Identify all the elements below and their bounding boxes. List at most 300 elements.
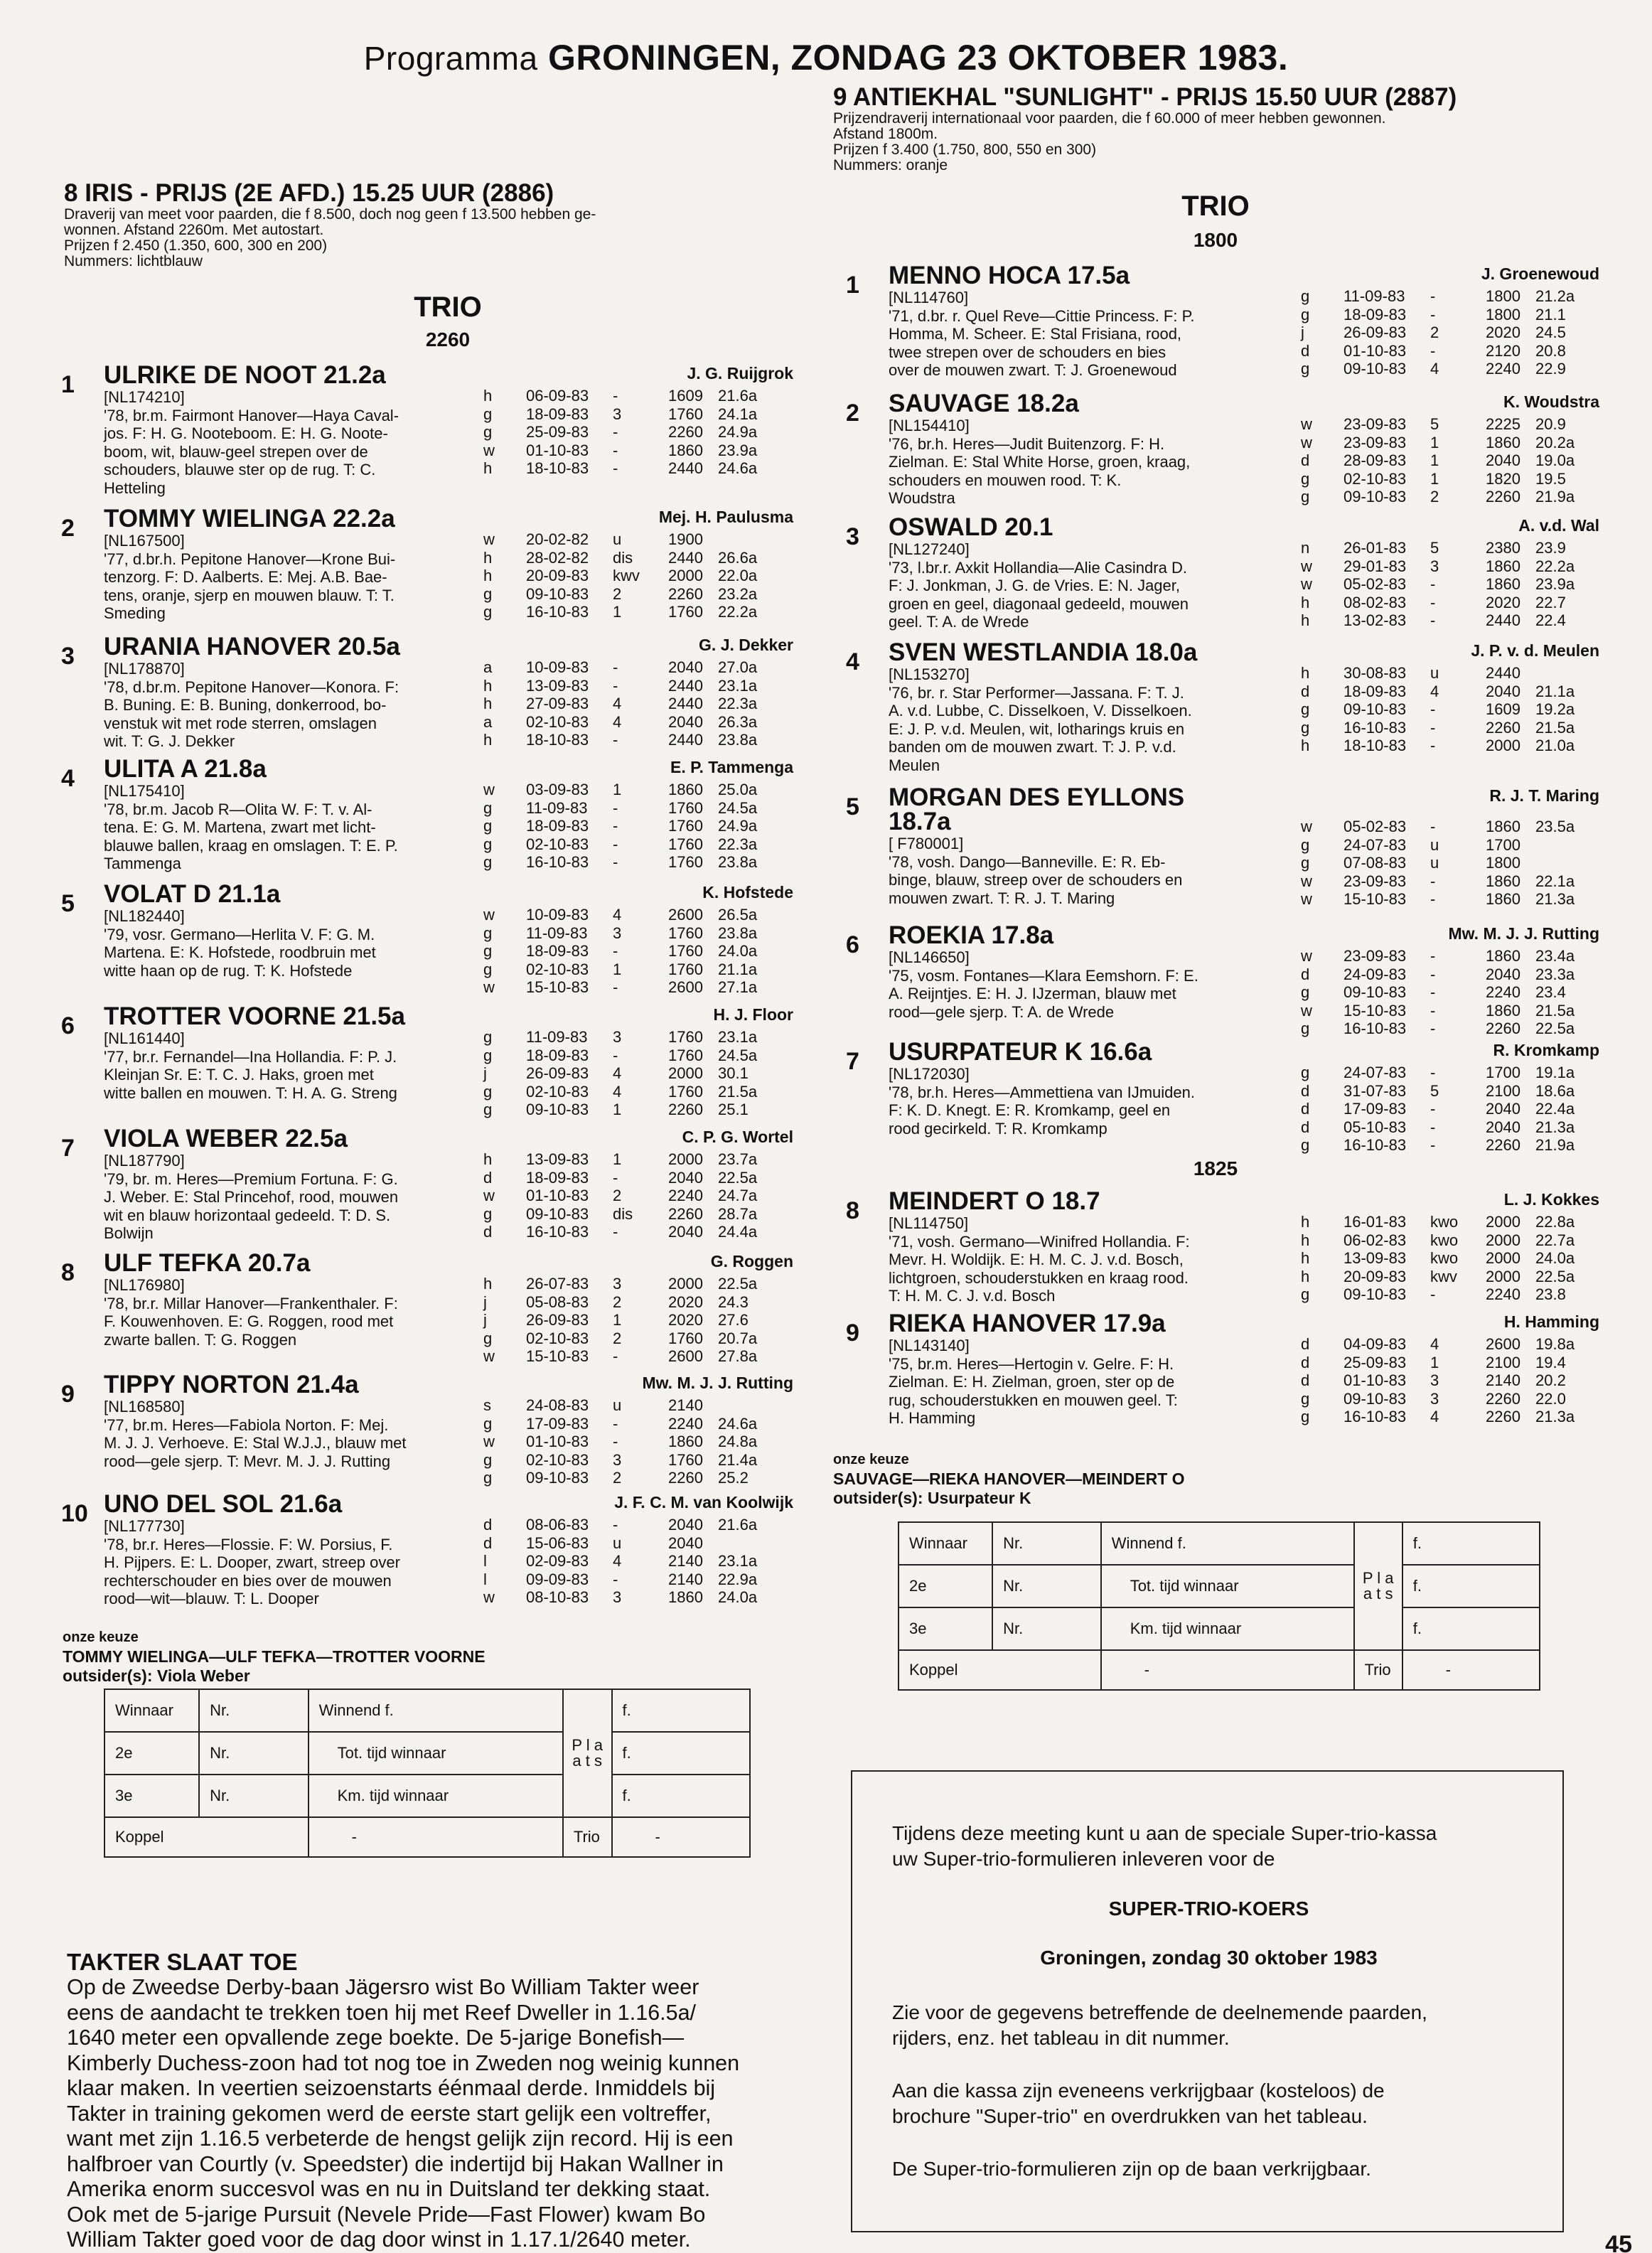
recent-runs <box>483 906 758 997</box>
horse-entry <box>846 262 1599 404</box>
run-cell: d <box>483 1223 493 1241</box>
news-body <box>67 1975 817 2253</box>
run-cell: - <box>1430 341 1436 360</box>
result-cell-tot-tijd: Tot. tijd winnaar <box>309 1732 563 1775</box>
run-cell: 11-09-83 <box>526 798 588 817</box>
run-cell: 20-02-82 <box>526 530 589 548</box>
run-cell: 26-09-83 <box>1343 323 1407 341</box>
run-cell: 01-10-83 <box>526 441 589 459</box>
run-cell: 08-10-83 <box>526 1588 589 1606</box>
result-cell-f: f. <box>1402 1607 1540 1650</box>
run-row <box>483 835 758 854</box>
description-line: boom, wit, blauw-geel strepen over de <box>104 442 368 461</box>
run-cell: 22.0 <box>1535 1389 1566 1408</box>
run-cell: 20-09-83 <box>526 567 589 584</box>
horse-description <box>889 417 1190 508</box>
run-cell: 1760 <box>668 405 703 423</box>
run-cell: - <box>613 423 618 441</box>
run-cell: - <box>1430 718 1436 737</box>
run-cell: 27-09-83 <box>526 695 589 712</box>
description-line: Woudstra <box>889 489 955 507</box>
run-cell: 21.1 <box>1535 305 1566 323</box>
run-cell: 19.4 <box>1535 1353 1566 1371</box>
description-line: A. Reijntjes. E: H. J. IJzerman, blauw met <box>889 985 1176 1002</box>
recent-runs <box>483 1275 758 1366</box>
entry-number: 4 <box>61 765 75 792</box>
trainer-name: A. v.d. Wal <box>1518 516 1599 535</box>
run-cell: 23-09-83 <box>1343 947 1407 965</box>
run-cell: w <box>483 906 495 924</box>
run-cell: 17-09-83 <box>1343 1100 1407 1118</box>
run-cell: 13-02-83 <box>1343 611 1407 629</box>
run-cell: 1760 <box>668 853 703 871</box>
run-cell: 2440 <box>668 548 703 567</box>
run-cell: 08-06-83 <box>526 1516 589 1534</box>
run-cell: 17-09-83 <box>526 1414 589 1433</box>
description-line: jos. F: H. G. Nooteboom. E: H. G. Noote- <box>104 424 388 442</box>
result-cell-winnaar: Winnaar <box>899 1522 992 1565</box>
description-line: [NL161440] <box>104 1029 185 1047</box>
run-cell: d <box>1301 1118 1310 1136</box>
run-cell: 1820 <box>1486 469 1520 488</box>
run-cell: - <box>1430 1118 1436 1136</box>
entry-number: 3 <box>846 523 859 550</box>
description-line: Martena. E: K. Hofstede, roodbruin met <box>104 943 376 961</box>
run-cell: g <box>483 798 493 817</box>
run-row <box>1301 1136 1575 1155</box>
run-cell: w <box>1301 415 1312 433</box>
run-row <box>483 1552 758 1570</box>
run-cell: 22.1a <box>1535 872 1575 890</box>
run-cell: 23.7a <box>718 1150 758 1168</box>
result-cell-dash: - <box>1402 1650 1540 1690</box>
run-cell: g <box>483 584 493 603</box>
run-cell: 02-10-83 <box>526 1450 589 1469</box>
page-title <box>0 37 1652 78</box>
description-line: [ F780001] <box>889 835 964 852</box>
run-cell: u <box>1430 664 1439 682</box>
result-cell-f: f. <box>612 1775 751 1817</box>
run-cell: 24.9a <box>718 817 758 835</box>
horse-description <box>104 660 399 751</box>
notice-line2: uw Super-trio-formulieren inleveren voor de <box>892 1848 1275 1870</box>
news-heading: TAKTER SLAAT TOE <box>67 1949 298 1975</box>
recent-runs <box>1301 664 1575 755</box>
run-cell: 23-09-83 <box>1343 872 1407 890</box>
horse-description <box>104 1029 397 1102</box>
run-cell: 1 <box>1430 469 1439 488</box>
run-cell: 24-07-83 <box>1343 835 1407 854</box>
run-row <box>483 1204 758 1224</box>
horse-name: MENNO HOCA 17.5a <box>889 262 1130 289</box>
run-cell: w <box>1301 872 1312 890</box>
run-cell: 2260 <box>1486 488 1520 505</box>
run-cell: 15-10-83 <box>526 978 589 996</box>
result-cell-winnaar: Winnaar <box>104 1689 199 1732</box>
run-cell: w <box>483 1433 495 1450</box>
run-cell: 22.7a <box>1535 1231 1575 1249</box>
trainer-name: G. J. Dekker <box>699 636 793 654</box>
run-row <box>483 676 758 695</box>
news-line: Op de Zweedse Derby-baan Jägersro wist Bo William Takter weer <box>67 1975 699 1999</box>
run-cell: 2040 <box>1486 682 1520 700</box>
run-cell: 29-01-83 <box>1343 557 1407 575</box>
run-cell: 23.1a <box>718 1552 758 1570</box>
run-cell: 23.9 <box>1535 539 1566 557</box>
description-line: schouders en mouwen rood. T: K. <box>889 471 1122 489</box>
run-cell: 28-09-83 <box>1343 451 1407 469</box>
entry-number: 6 <box>846 931 859 958</box>
run-cell: h <box>1301 664 1310 682</box>
run-cell: 2 <box>613 1329 622 1347</box>
description-line: wit. T: G. J. Dekker <box>104 732 235 750</box>
run-row <box>483 1433 758 1451</box>
run-cell: g <box>1301 488 1310 505</box>
run-cell: 1860 <box>668 441 703 459</box>
run-cell: 23.5a <box>1535 818 1575 835</box>
run-cell: 20.8 <box>1535 341 1566 360</box>
run-cell: 24.5a <box>718 798 758 817</box>
run-row <box>1301 323 1566 342</box>
run-cell: 2260 <box>668 1101 703 1118</box>
run-cell: - <box>613 658 618 676</box>
run-row <box>483 924 758 943</box>
run-cell: d <box>1301 451 1310 469</box>
entry-number: 8 <box>61 1259 75 1286</box>
run-cell: 22.8a <box>1535 1213 1575 1231</box>
run-row <box>483 1082 758 1101</box>
news-line: 1640 meter een opvallende zege boekte. De 5-jarige Bonefish— <box>67 2025 685 2050</box>
run-cell: 26.5a <box>718 906 758 924</box>
run-cell: 23.8a <box>718 731 758 749</box>
run-row <box>1301 1285 1566 1304</box>
description-line: Bolwijn <box>104 1224 154 1242</box>
race9-distance-2: 1825 <box>1193 1157 1238 1179</box>
description-line: banden om de mouwen zwart. T: J. P. v.d. <box>889 738 1176 756</box>
run-cell: 21.2a <box>1535 287 1575 305</box>
run-cell: 03-09-83 <box>526 781 589 798</box>
run-cell: 22.4a <box>1535 1100 1575 1118</box>
run-cell: 18.6a <box>1535 1081 1575 1100</box>
race8-result-table <box>104 1689 751 1858</box>
run-cell: 21.1a <box>1535 682 1575 700</box>
run-cell: 2140 <box>668 1552 703 1570</box>
news-line: want met zijn 1.16.5 verbeterde de hengst gelijk zijn record. Hij is een <box>67 2126 734 2151</box>
run-cell: 2040 <box>668 1534 703 1552</box>
horse-entry <box>61 361 793 503</box>
result-cell-nr: Nr. <box>992 1607 1101 1650</box>
run-cell: 2600 <box>1486 1335 1520 1353</box>
run-cell: 4 <box>1430 1335 1439 1353</box>
trainer-name: J. G. Ruijgrok <box>687 364 793 382</box>
run-cell: 18-09-83 <box>526 817 589 835</box>
run-cell: 3 <box>613 1275 622 1293</box>
description-line: wit en blauw horizontaal gedeeld. T: D. S. <box>104 1206 391 1224</box>
horse-description <box>889 289 1195 380</box>
description-line: [NL127240] <box>889 540 970 558</box>
run-row <box>1301 1020 1575 1038</box>
run-row <box>483 781 758 799</box>
run-cell: 2 <box>613 1469 622 1487</box>
run-cell: 2 <box>1430 488 1439 505</box>
description-line: schouders, blauwe ster op de rug. T: C. <box>104 461 376 478</box>
horse-description <box>889 1214 1190 1305</box>
description-line: tenzorg. F: D. Aalberts. E: Mej. A.B. Bae- <box>104 568 387 586</box>
horse-entry <box>61 633 793 775</box>
run-cell: 18-09-83 <box>1343 682 1407 700</box>
run-cell: 06-09-83 <box>526 387 589 405</box>
recent-runs <box>483 1516 758 1607</box>
entry-number: 1 <box>61 371 75 398</box>
race9-keuze: onze keuze SAUVAGE—RIEKA HANOVER—MEINDERT O outsider(s): Usurpateur K <box>833 1452 1185 1507</box>
description-line: '76, br.h. Heres—Judit Buitenzorg. F: H. <box>889 434 1165 453</box>
run-cell: 16-10-83 <box>1343 718 1407 737</box>
run-cell: 1 <box>613 1101 622 1118</box>
description-line: '78, br.h. Heres—Ammettiena van IJmuiden. <box>889 1083 1195 1101</box>
run-cell: 27.0a <box>718 658 758 676</box>
run-cell: 22.0a <box>718 567 758 584</box>
run-cell: 13-09-83 <box>1343 1249 1407 1267</box>
run-cell: 1860 <box>1486 575 1520 593</box>
run-cell: 2000 <box>1486 1267 1520 1285</box>
result-row <box>899 1607 1540 1650</box>
run-cell: 1800 <box>1486 854 1520 872</box>
horse-entry <box>846 1038 1599 1180</box>
run-cell: 23.4a <box>1535 947 1575 965</box>
run-cell: 2120 <box>1486 341 1520 360</box>
run-row <box>1301 360 1566 378</box>
news-article <box>67 1949 817 2253</box>
run-cell: 02-10-83 <box>1343 469 1407 488</box>
run-cell: w <box>1301 818 1312 835</box>
run-cell: 25-09-83 <box>526 423 589 441</box>
run-cell: g <box>1301 718 1310 737</box>
news-line: klaar maken. In veertien seizoenstarts éénmaal derde. Inmiddels bij <box>67 2076 716 2100</box>
description-line: T: H. M. C. J. v.d. Bosch <box>889 1287 1056 1305</box>
horse-name: MORGAN DES EYLLONS <box>889 783 1185 811</box>
run-cell: g <box>1301 1064 1310 1081</box>
horse-entry <box>61 880 793 1022</box>
run-row <box>483 1396 739 1415</box>
run-cell: 2260 <box>1486 1136 1520 1154</box>
trainer-name: R. J. T. Maring <box>1489 786 1599 805</box>
run-cell: 21.9a <box>1535 488 1575 505</box>
run-cell: g <box>1301 469 1310 488</box>
run-row <box>483 387 758 405</box>
description-line: tena. E: G. M. Martena, zwart met licht- <box>104 818 376 836</box>
description-line: '76, br. r. Star Performer—Jassana. F: T. J. <box>889 683 1184 702</box>
run-cell: 24.5 <box>1535 323 1566 341</box>
result-cell-koppel: Koppel <box>104 1817 309 1857</box>
run-row <box>1301 682 1575 701</box>
run-row <box>483 1187 758 1205</box>
run-cell: 1800 <box>1486 287 1520 305</box>
result-cell-f: f. <box>1402 1565 1540 1607</box>
description-line: [NL153270] <box>889 665 970 683</box>
run-cell: 2040 <box>668 1516 703 1534</box>
horse-entry <box>61 1125 793 1267</box>
run-row <box>1301 1081 1575 1101</box>
run-cell: d <box>1301 1371 1310 1389</box>
description-line: [NL178870] <box>104 660 185 678</box>
result-cell-f: f. <box>612 1732 751 1775</box>
horse-name: RIEKA HANOVER 17.9a <box>889 1310 1166 1337</box>
run-cell: u <box>613 1534 622 1552</box>
description-line: [NL154410] <box>889 417 970 434</box>
recent-runs <box>483 1028 758 1119</box>
notice-p1b: rijders, enz. het tableau in dit nummer. <box>892 2027 1230 2049</box>
description-line: Smeding <box>104 604 166 622</box>
entry-number: 9 <box>61 1381 75 1408</box>
result-row <box>899 1522 1540 1565</box>
run-cell: a <box>483 712 493 731</box>
result-cell-plaats: P l a a t s <box>1354 1522 1402 1650</box>
run-cell: 1860 <box>668 1433 703 1450</box>
run-cell: 2260 <box>1486 1389 1520 1408</box>
description-line: '77, br.m. Heres—Fabiola Norton. F: Mej. <box>104 1416 389 1434</box>
run-cell: 21.5a <box>718 1082 758 1101</box>
horse-description <box>104 1152 398 1243</box>
run-row <box>1301 818 1575 836</box>
horse-entry <box>846 783 1599 926</box>
run-cell: - <box>613 853 618 871</box>
run-row <box>1301 469 1566 488</box>
run-cell: g <box>483 423 493 441</box>
run-cell: 3 <box>613 405 622 423</box>
run-cell: 2440 <box>668 695 703 712</box>
recent-runs <box>1301 539 1575 630</box>
run-cell: 2100 <box>1486 1353 1520 1371</box>
run-cell: - <box>1430 1285 1436 1303</box>
run-row <box>1301 305 1566 324</box>
run-cell: 2260 <box>668 1469 703 1487</box>
description-line: '79, vosr. Germano—Herlita V. F: G. M. <box>104 925 375 943</box>
race8-description: Draverij van meet voor paarden, die f 8.500, doch nog geen f 13.500 hebben ge- wonnen. Afstand 2260m. Met autostart. Prijzen f 2.450 (1.350, 600, 300 en 200) Nummers: lichtblauw <box>64 206 596 269</box>
run-cell: 18-09-83 <box>526 1168 589 1187</box>
run-cell: 22.9a <box>718 1570 758 1588</box>
description-line: [NL146650] <box>889 948 970 966</box>
run-cell: 02-10-83 <box>526 712 589 731</box>
run-cell: 2000 <box>1486 1213 1520 1231</box>
run-cell: 1860 <box>1486 1001 1520 1020</box>
entry-number: 1 <box>846 272 859 299</box>
run-cell: 15-10-83 <box>1343 1001 1407 1020</box>
run-cell: 24.0a <box>1535 1249 1575 1267</box>
run-cell: 28-02-82 <box>526 548 589 567</box>
run-cell: d <box>1301 1100 1310 1118</box>
horse-description <box>889 948 1198 1021</box>
run-cell: 2 <box>613 1293 622 1311</box>
run-cell: h <box>1301 1249 1310 1267</box>
run-cell: g <box>1301 1285 1310 1303</box>
run-cell: 1760 <box>668 960 703 978</box>
description-line: H. Hamming <box>889 1409 976 1427</box>
run-cell: 25.0a <box>718 781 758 798</box>
trainer-name: J. Groenewoud <box>1481 264 1599 283</box>
description-line: '73, l.br.r. Axkit Hollandia—Alie Casindra D. <box>889 558 1187 577</box>
run-cell: - <box>1430 287 1436 305</box>
run-cell: 18-10-83 <box>526 459 589 477</box>
recent-runs <box>483 781 758 872</box>
run-cell: h <box>483 695 493 712</box>
horse-name: TROTTER VOORNE 21.5a <box>104 1002 405 1030</box>
description-line: [NL114750] <box>889 1214 969 1232</box>
horse-name: ROEKIA 17.8a <box>889 921 1054 949</box>
result-cell-winnend: Winnend f. <box>1101 1522 1354 1565</box>
run-cell: - <box>1430 1020 1436 1037</box>
run-cell: 26-09-83 <box>526 1311 589 1329</box>
run-cell: 09-10-83 <box>526 584 589 603</box>
run-row <box>483 1150 758 1169</box>
description-line: [NL182440] <box>104 907 185 925</box>
run-cell: - <box>613 459 618 477</box>
description-line: rood—wit—blauw. T: L. Dooper <box>104 1590 319 1607</box>
run-cell: 1760 <box>668 603 703 621</box>
run-row <box>483 906 758 924</box>
trainer-name: Mw. M. J. J. Rutting <box>1448 924 1599 943</box>
run-cell: 21.5a <box>1535 718 1575 737</box>
run-cell: 1760 <box>668 817 703 835</box>
run-cell: d <box>1301 1081 1310 1100</box>
notice-line1: Tijdens deze meeting kunt u aan de speciale Super-trio-kassa <box>892 1822 1437 1844</box>
run-cell: 2240 <box>668 1414 703 1433</box>
run-cell: 2440 <box>668 459 703 477</box>
run-cell: 26-01-83 <box>1343 539 1407 557</box>
run-cell: kwo <box>1430 1249 1459 1267</box>
run-row <box>1301 664 1557 683</box>
run-cell: 16-10-83 <box>1343 1020 1407 1037</box>
run-cell: dis <box>613 548 633 567</box>
run-cell: g <box>483 405 493 423</box>
horse-description <box>104 1517 400 1608</box>
run-cell: 22.5a <box>718 1275 758 1293</box>
run-cell: 1760 <box>668 924 703 942</box>
run-row <box>1301 983 1566 1002</box>
run-cell: 2260 <box>1486 1020 1520 1037</box>
run-cell: 18-09-83 <box>526 405 589 423</box>
run-cell: 24.7a <box>718 1187 758 1204</box>
run-cell: - <box>613 798 618 817</box>
notice-p3: De Super-trio-formulieren zijn op de baan verkrijgbaar. <box>892 2158 1371 2180</box>
run-cell: 1 <box>1430 433 1439 451</box>
entry-number: 2 <box>61 515 75 542</box>
run-cell: 02-10-83 <box>526 1082 589 1101</box>
run-cell: g <box>483 924 493 942</box>
run-cell: 24.0a <box>718 942 758 960</box>
run-cell: g <box>483 1204 493 1223</box>
run-cell: h <box>1301 1231 1310 1249</box>
trainer-name: K. Woudstra <box>1503 392 1599 411</box>
run-cell: 2440 <box>668 676 703 695</box>
trainer-name: E. P. Tammenga <box>670 758 793 776</box>
result-cell-derde: 3e <box>899 1607 992 1650</box>
run-cell: 2440 <box>1486 664 1520 682</box>
run-cell: 21.3a <box>1535 1408 1575 1425</box>
run-cell: 24.4a <box>718 1223 758 1241</box>
run-cell: d <box>483 1516 493 1534</box>
run-row <box>483 1028 758 1047</box>
run-cell: w <box>1301 433 1312 451</box>
description-line: witte haan op de rug. T: K. Hofstede <box>104 961 353 980</box>
run-cell: - <box>1430 890 1436 908</box>
run-cell: 22.3a <box>718 695 758 712</box>
recent-runs <box>483 658 758 749</box>
result-cell-tot-tijd: Tot. tijd winnaar <box>1101 1565 1354 1607</box>
run-row <box>1301 287 1575 306</box>
run-cell: 21.3a <box>1535 1118 1575 1136</box>
run-cell: 1760 <box>668 1082 703 1101</box>
run-cell: 2240 <box>1486 983 1520 1001</box>
